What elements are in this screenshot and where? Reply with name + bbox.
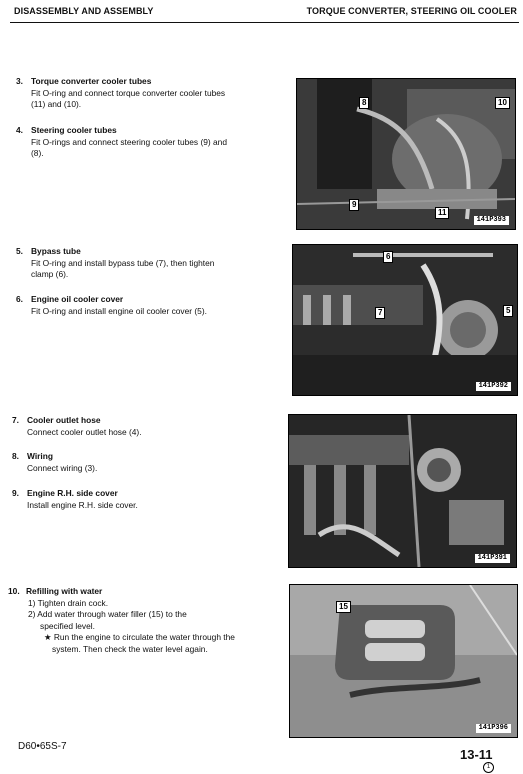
engine-cooler-photo-image — [297, 79, 515, 229]
photo-141p396 — [289, 584, 518, 738]
step-text: (11) and (10). — [31, 99, 82, 110]
callout-9: 9 — [349, 199, 359, 211]
callout-7: 7 — [375, 307, 385, 319]
page-number: 13-11 — [460, 747, 493, 762]
substep-2: 2) Add water through water filler (15) to the — [28, 609, 187, 620]
photo-code: 141P396 — [476, 724, 511, 733]
revision-mark: 1 — [483, 762, 494, 773]
callout-15: 15 — [336, 601, 351, 613]
photo-code: 141P392 — [476, 382, 511, 391]
water-filler-photo-image — [290, 585, 517, 737]
photo-141p392 — [292, 244, 518, 396]
photo-141p393 — [296, 78, 516, 230]
step-title: 4. Steering cooler tubes — [16, 125, 117, 135]
step-text: Connect cooler outlet hose (4). — [27, 426, 142, 437]
step-6 — [16, 294, 266, 317]
note-star: ★ Run the engine to circulate the water through the system. Then check the water level again. — [44, 632, 235, 654]
step-title: 6. Engine oil cooler cover — [16, 294, 124, 304]
step-7 — [12, 415, 262, 438]
step-4 — [16, 125, 266, 160]
step-text: Fit O-ring and install engine oil cooler cover (5). — [31, 305, 207, 316]
step-text: Fit O-ring and install bypass tube (7), then tighten — [31, 257, 215, 268]
callout-6: 6 — [383, 251, 393, 263]
model-number: D60•65S-7 — [18, 741, 67, 752]
callout-10: 10 — [495, 97, 510, 109]
step-text: Fit O-ring and connect torque converter cooler tubes — [31, 87, 226, 98]
step-3 — [16, 76, 266, 111]
step-8 — [12, 451, 262, 474]
cooler-outlet-photo-image — [289, 415, 516, 567]
step-text: Connect wiring (3). — [27, 462, 98, 473]
bypass-tube-photo-image — [293, 245, 517, 395]
step-text: clamp (6). — [31, 269, 69, 280]
step-title: 5. Bypass tube — [16, 246, 81, 256]
step-title: 10. Refilling with water — [8, 586, 103, 596]
step-title: 3. Torque converter cooler tubes — [16, 76, 152, 86]
callout-5: 5 — [503, 305, 513, 317]
photo-code: 141P391 — [475, 554, 510, 563]
step-title: 8. Wiring — [12, 451, 53, 461]
step-9 — [12, 488, 262, 511]
photo-141p391 — [288, 414, 517, 568]
step-text: (8). — [31, 148, 44, 159]
header-rule — [10, 22, 519, 23]
substep-1: 1) Tighten drain cock. — [28, 597, 109, 608]
step-title: 7. Cooler outlet hose — [12, 415, 101, 425]
callout-11: 11 — [435, 207, 449, 219]
header-section-title: DISASSEMBLY AND ASSEMBLY — [14, 6, 154, 16]
callout-8: 8 — [359, 97, 369, 109]
substep-2-cont: specified level. — [40, 620, 95, 631]
step-5 — [16, 246, 266, 281]
header-chapter-title: TORQUE CONVERTER, STEERING OIL COOLER — [306, 6, 517, 16]
step-text: Fit O-rings and connect steering cooler tubes (9) and — [31, 136, 227, 147]
step-title: 9. Engine R.H. side cover — [12, 488, 118, 498]
step-text: Install engine R.H. side cover. — [27, 499, 138, 510]
step-10 — [8, 586, 256, 656]
photo-code: 141P393 — [474, 216, 509, 225]
